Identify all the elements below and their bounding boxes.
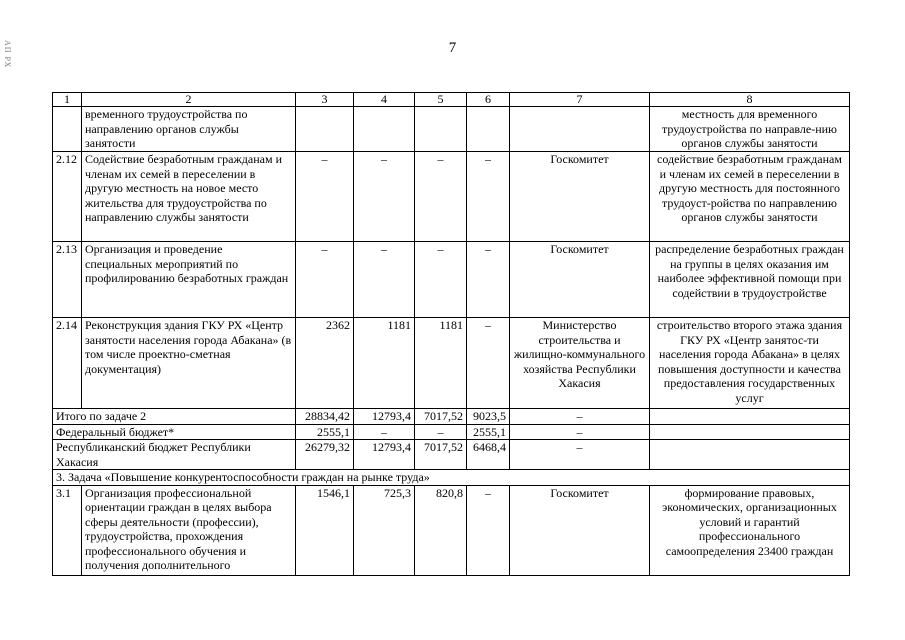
value-cell: 2362 bbox=[296, 318, 354, 409]
activity-name-cell: временного трудоустройства по направлению органов службы занятости bbox=[82, 107, 296, 152]
result-cell: содействие безработным гражданам и членам их семей в переселении в другую местность для постоянного трудоуст-ройства по направлению органов службы занятости bbox=[650, 152, 850, 242]
executor-cell: – bbox=[510, 409, 650, 425]
value-cell: 9023,5 bbox=[467, 409, 510, 425]
value-cell: – bbox=[354, 242, 415, 318]
page-number: 7 bbox=[448, 40, 457, 56]
table-row-task-3-heading bbox=[53, 470, 850, 486]
value-cell bbox=[415, 107, 467, 152]
header-cell: 8 bbox=[650, 93, 850, 107]
value-cell: – bbox=[467, 242, 510, 318]
result-cell: строительство второго этажа здания ГКУ РХ «Центр занятос-ти населения города Абакана» в целях повышения доступности и качества предоставления государственных услуг bbox=[650, 318, 850, 409]
result-cell: распределение безработных граждан на группы в целях оказания им наиболее эффективной помощи при содействии в трудоустройстве bbox=[650, 242, 850, 318]
row-number-cell: 2.12 bbox=[53, 152, 82, 242]
header-cell: 4 bbox=[354, 93, 415, 107]
executor-cell: Госкомитет bbox=[510, 242, 650, 318]
activity-name-cell: Организация и проведение специальных мероприятий по профилированию безработных граждан bbox=[82, 242, 296, 318]
header-cell: 1 bbox=[53, 93, 82, 107]
value-cell: 2555,1 bbox=[467, 424, 510, 440]
activity-name-cell: Реконструкция здания ГКУ РХ «Центр занятости населения города Абакана» (в том числе проектно-сметная документация) bbox=[82, 318, 296, 409]
result-cell: местность для временного трудоустройства по направле-нию органов службы занятости bbox=[650, 107, 850, 152]
value-cell: 820,8 bbox=[415, 485, 467, 575]
summary-label-cell: Итого по задаче 2 bbox=[53, 409, 296, 425]
executor-cell: Госкомитет bbox=[510, 485, 650, 575]
value-cell: – bbox=[296, 152, 354, 242]
value-cell: 28834,42 bbox=[296, 409, 354, 425]
value-cell: 1546,1 bbox=[296, 485, 354, 575]
value-cell: 6468,4 bbox=[467, 440, 510, 470]
value-cell: 7017,52 bbox=[415, 440, 467, 470]
table-row-republican-budget bbox=[53, 440, 850, 470]
value-cell: 26279,32 bbox=[296, 440, 354, 470]
table-row-total-task-2 bbox=[53, 409, 850, 425]
value-cell bbox=[296, 107, 354, 152]
executor-cell: – bbox=[510, 440, 650, 470]
value-cell: – bbox=[354, 424, 415, 440]
row-number-cell: 3.1 bbox=[53, 485, 82, 575]
value-cell: 2555,1 bbox=[296, 424, 354, 440]
header-cell: 6 bbox=[467, 93, 510, 107]
table-row-2-14 bbox=[53, 318, 850, 409]
row-number-cell: 2.14 bbox=[53, 318, 82, 409]
summary-label-cell: Федеральный бюджет* bbox=[53, 424, 296, 440]
header-cell: 5 bbox=[415, 93, 467, 107]
task-heading-cell: 3. Задача «Повышение конкурентоспособности граждан на рынке труда» bbox=[53, 470, 850, 486]
value-cell: 12793,4 bbox=[354, 440, 415, 470]
value-cell: 7017,52 bbox=[415, 409, 467, 425]
table-row-continuation bbox=[53, 107, 850, 152]
result-cell: формирование правовых, экономических, организационных условий и гарантий профессионального самоопределения 23400 граждан bbox=[650, 485, 850, 575]
executor-cell bbox=[510, 107, 650, 152]
side-margin-mark: АП РХ bbox=[3, 40, 12, 69]
value-cell bbox=[467, 107, 510, 152]
table-row-2-12 bbox=[53, 152, 850, 242]
activity-name-cell: Организация профессиональной ориентации граждан в целях выбора сферы деятельности (профессии), трудоустройства, прохождения профессионального обучения и получения дополнительного bbox=[82, 485, 296, 575]
value-cell: – bbox=[415, 242, 467, 318]
result-cell bbox=[650, 424, 850, 440]
table-row-2-13 bbox=[53, 242, 850, 318]
program-activities-table bbox=[52, 92, 850, 576]
result-cell bbox=[650, 440, 850, 470]
result-cell bbox=[650, 409, 850, 425]
executor-cell: Министерство строительства и жилищно-коммунального хозяйства Республики Хакасия bbox=[510, 318, 650, 409]
executor-cell: Госкомитет bbox=[510, 152, 650, 242]
executor-cell: – bbox=[510, 424, 650, 440]
activity-name-cell: Содействие безработным гражданам и членам их семей в переселении в другую местность на новое место жительства для трудоустройства по направлению службы занятости bbox=[82, 152, 296, 242]
value-cell: – bbox=[415, 424, 467, 440]
value-cell bbox=[354, 107, 415, 152]
value-cell: 1181 bbox=[354, 318, 415, 409]
value-cell: – bbox=[467, 152, 510, 242]
value-cell: 725,3 bbox=[354, 485, 415, 575]
value-cell: 1181 bbox=[415, 318, 467, 409]
value-cell: – bbox=[467, 318, 510, 409]
header-cell: 3 bbox=[296, 93, 354, 107]
column-header-row bbox=[53, 93, 850, 107]
row-number-cell bbox=[53, 107, 82, 152]
value-cell: – bbox=[354, 152, 415, 242]
value-cell: – bbox=[467, 485, 510, 575]
table-row-federal-budget bbox=[53, 424, 850, 440]
row-number-cell: 2.13 bbox=[53, 242, 82, 318]
header-cell: 7 bbox=[510, 93, 650, 107]
value-cell: 12793,4 bbox=[354, 409, 415, 425]
summary-label-cell: Республиканский бюджет Республики Хакасия bbox=[53, 440, 296, 470]
header-cell: 2 bbox=[82, 93, 296, 107]
value-cell: – bbox=[415, 152, 467, 242]
table-row-3-1 bbox=[53, 485, 850, 575]
value-cell: – bbox=[296, 242, 354, 318]
